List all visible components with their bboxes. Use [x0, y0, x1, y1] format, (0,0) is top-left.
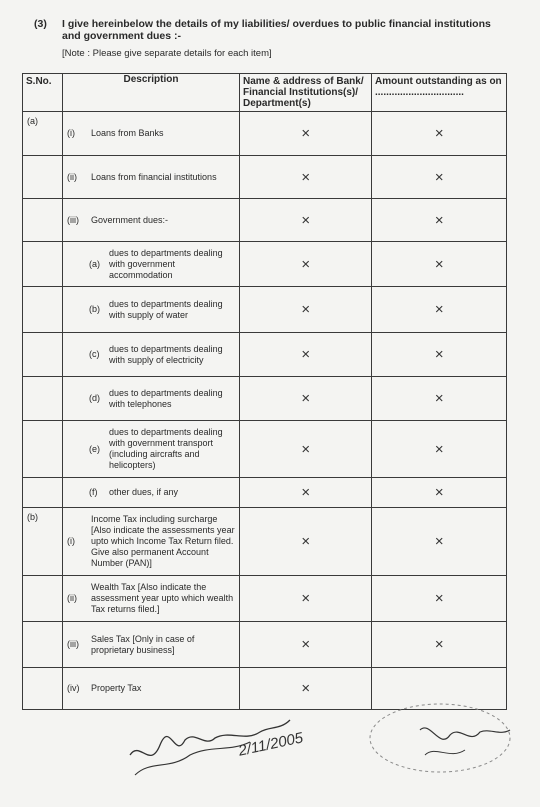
row-description: [63, 377, 240, 421]
row-sno: (a): [23, 112, 63, 156]
row-subitem-label: (i): [67, 128, 75, 138]
row-sno: [23, 421, 63, 478]
row-sno: [23, 287, 63, 333]
row-subitem-label: (iii): [67, 214, 79, 225]
row-sno: [23, 156, 63, 199]
row-bank-mark: ×: [240, 668, 372, 710]
row-description: [63, 478, 240, 508]
row-bank-mark: ×: [240, 421, 372, 478]
row-amount-mark: ×: [372, 421, 507, 478]
row-amount-mark: ×: [372, 156, 507, 199]
table-row: [23, 576, 507, 622]
handwritten-signatures: [0, 700, 540, 807]
section-text: I give hereinbelow the details of my liabilities/ overdues to public financial institutions and government dues :-: [62, 18, 491, 42]
row-amount-mark: ×: [372, 622, 507, 668]
row-description: [63, 421, 240, 478]
row-sno: [23, 333, 63, 377]
row-sno: [23, 242, 63, 287]
row-amount-mark: ×: [372, 112, 507, 156]
row-subitem-label: (ii): [67, 171, 77, 182]
row-subitem-label: (f): [89, 487, 98, 497]
liabilities-table: [22, 73, 507, 710]
signature-date: 2/11/2005: [236, 729, 305, 760]
table-row: [23, 156, 507, 199]
row-bank-mark: ×: [240, 287, 372, 333]
row-description: [63, 156, 240, 199]
row-bank-mark: ×: [240, 478, 372, 508]
row-amount-mark: ×: [372, 377, 507, 421]
row-sno: [23, 622, 63, 668]
row-description-text: Income Tax including surcharge [Also indicate the assessments year upto which Income Tax Return filed. Give also permanent Account Number (PAN)]: [91, 514, 235, 568]
row-subitem-label: (c): [89, 349, 100, 359]
row-bank-mark: ×: [240, 199, 372, 242]
row-description-text: Loans from financial institutions: [91, 171, 217, 182]
row-description-text: Loans from Banks: [91, 128, 164, 138]
row-subitem-label: (e): [89, 443, 100, 454]
row-description: [63, 622, 240, 668]
section-note: [Note : Please give separate details for each item]: [62, 48, 272, 59]
row-subitem-label: (iv): [67, 683, 80, 693]
header-bank: Name & address of Bank/ Financial Institutions(s)/ Department(s): [240, 74, 372, 112]
header-sno: S.No.: [23, 74, 63, 112]
row-amount-mark: ×: [372, 508, 507, 576]
table-row: [23, 333, 507, 377]
row-bank-mark: ×: [240, 242, 372, 287]
header-description: Description: [63, 74, 240, 112]
row-bank-mark: ×: [240, 112, 372, 156]
row-amount-mark: ×: [372, 333, 507, 377]
row-subitem-label: (a): [89, 258, 100, 269]
row-description: [63, 508, 240, 576]
row-description: [63, 287, 240, 333]
row-subitem-label: (ii): [67, 593, 77, 603]
row-sno: [23, 377, 63, 421]
table-row: [23, 421, 507, 478]
row-bank-mark: ×: [240, 156, 372, 199]
table-row: [23, 199, 507, 242]
row-bank-mark: ×: [240, 576, 372, 622]
row-description: [63, 242, 240, 287]
row-subitem-label: (d): [89, 393, 100, 403]
row-description-text: Property Tax: [91, 683, 142, 693]
row-bank-mark: ×: [240, 377, 372, 421]
row-bank-mark: ×: [240, 508, 372, 576]
table-row: [23, 377, 507, 421]
row-bank-mark: ×: [240, 622, 372, 668]
row-description: [63, 199, 240, 242]
row-bank-mark: ×: [240, 333, 372, 377]
row-description: [63, 576, 240, 622]
row-description-text: Wealth Tax [Also indicate the assessment year upto which wealth Tax returns filed.]: [91, 582, 234, 614]
row-description-text: Sales Tax [Only in case of proprietary business]: [91, 633, 195, 655]
row-sno: [23, 478, 63, 508]
row-description-text: Government dues:-: [91, 214, 169, 225]
table-row: [23, 508, 507, 576]
row-description-text: dues to departments dealing with supply of water: [109, 298, 223, 320]
row-amount-mark: ×: [372, 242, 507, 287]
row-amount-mark: ×: [372, 576, 507, 622]
row-amount-mark: ×: [372, 199, 507, 242]
table-row: [23, 622, 507, 668]
signature-area: [0, 700, 540, 807]
row-description-text: dues to departments dealing with government transport (including aircrafts and helicopters): [109, 427, 223, 470]
row-amount-mark: ×: [372, 478, 507, 508]
row-sno: (b): [23, 508, 63, 576]
row-subitem-label: (b): [89, 304, 100, 314]
row-description-text: other dues, if any: [109, 487, 179, 497]
table-row: [23, 287, 507, 333]
table-header-row: [23, 74, 507, 112]
row-sno: [23, 199, 63, 242]
row-subitem-label: (iii): [67, 639, 79, 649]
row-sno: [23, 576, 63, 622]
row-description-text: dues to departments dealing with supply of electricity: [109, 343, 223, 365]
section-number: (3): [34, 18, 47, 30]
row-description-text: dues to departments dealing with telephones: [109, 387, 223, 409]
row-amount-mark: ×: [372, 287, 507, 333]
row-description: [63, 112, 240, 156]
row-subitem-label: (i): [67, 536, 75, 546]
table-row: [23, 112, 507, 156]
table-row: [23, 242, 507, 287]
header-amount: Amount outstanding as on ................................: [372, 74, 507, 112]
table-row: [23, 478, 507, 508]
row-description: [63, 333, 240, 377]
row-description-text: dues to departments dealing with government accommodation: [109, 247, 223, 280]
